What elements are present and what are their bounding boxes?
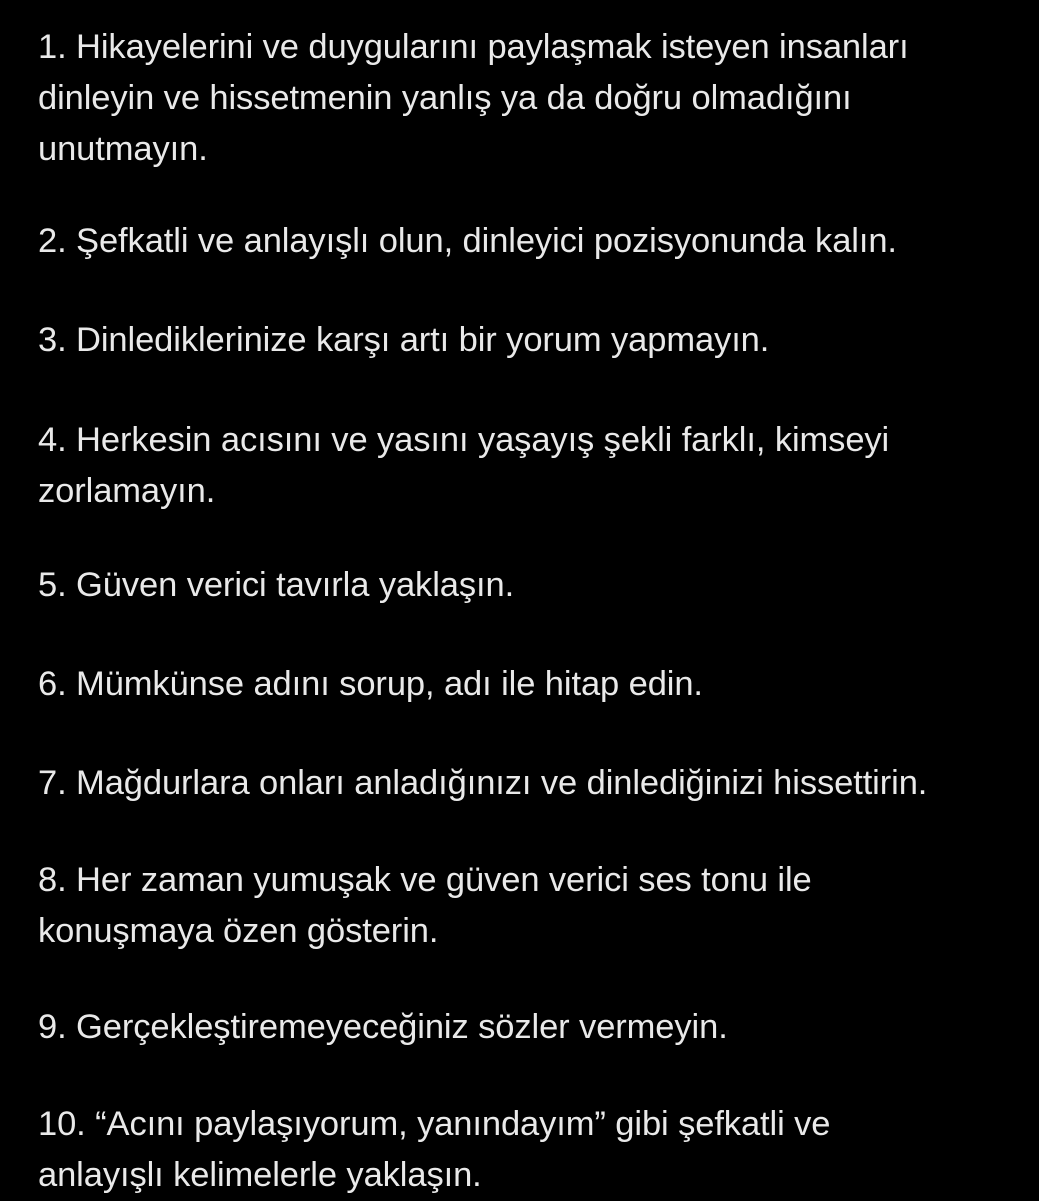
- tip-item-6: [38, 659, 1019, 710]
- tip-8-line-1: 8. Her zaman yumuşak ve güven verici ses tonu ile: [38, 861, 812, 899]
- tip-item-9: [38, 1002, 1019, 1053]
- tip-item-2: [38, 216, 1019, 267]
- tip-8-line-2: konuşmaya özen gösterin.: [38, 912, 439, 950]
- tip-2-line-1: 2. Şefkatli ve anlayışlı olun, dinleyici pozisyonunda kalın.: [38, 222, 897, 260]
- tip-7-line-1: 7. Mağdurlara onları anladığınızı ve dinlediğinizi hissettirin.: [38, 764, 928, 802]
- tip-item-8: [38, 855, 1019, 957]
- tip-item-7: [38, 758, 1019, 809]
- tip-item-5: [38, 560, 1019, 611]
- tip-4-line-1: 4. Herkesin acısını ve yasını yaşayış şekli farklı, kimseyi: [38, 421, 890, 459]
- tip-10-line-1: 10. “Acını paylaşıyorum, yanındayım” gibi şefkatli ve: [38, 1105, 831, 1143]
- tip-1-line-2: dinleyin ve hissetmenin yanlış ya da doğru olmadığını: [38, 79, 852, 117]
- tip-item-10: [38, 1099, 1019, 1201]
- tip-item-3: [38, 315, 1019, 366]
- tip-1-line-3: unutmayın.: [38, 130, 208, 168]
- tip-item-4: [38, 415, 1019, 517]
- tip-1-line-1: 1. Hikayelerini ve duygularını paylaşmak isteyen insanları: [38, 28, 909, 66]
- tip-6-line-1: 6. Mümkünse adını sorup, adı ile hitap edin.: [38, 665, 703, 703]
- tip-3-line-1: 3. Dinlediklerinize karşı artı bir yorum yapmayın.: [38, 321, 770, 359]
- tip-9-line-1: 9. Gerçekleştiremeyeceğiniz sözler vermeyin.: [38, 1008, 728, 1046]
- tip-4-line-2: zorlamayın.: [38, 472, 216, 510]
- tip-5-line-1: 5. Güven verici tavırla yaklaşın.: [38, 566, 515, 604]
- tip-10-line-2: anlayışlı kelimelerle yaklaşın.: [38, 1156, 482, 1194]
- tip-item-1: [38, 22, 1019, 175]
